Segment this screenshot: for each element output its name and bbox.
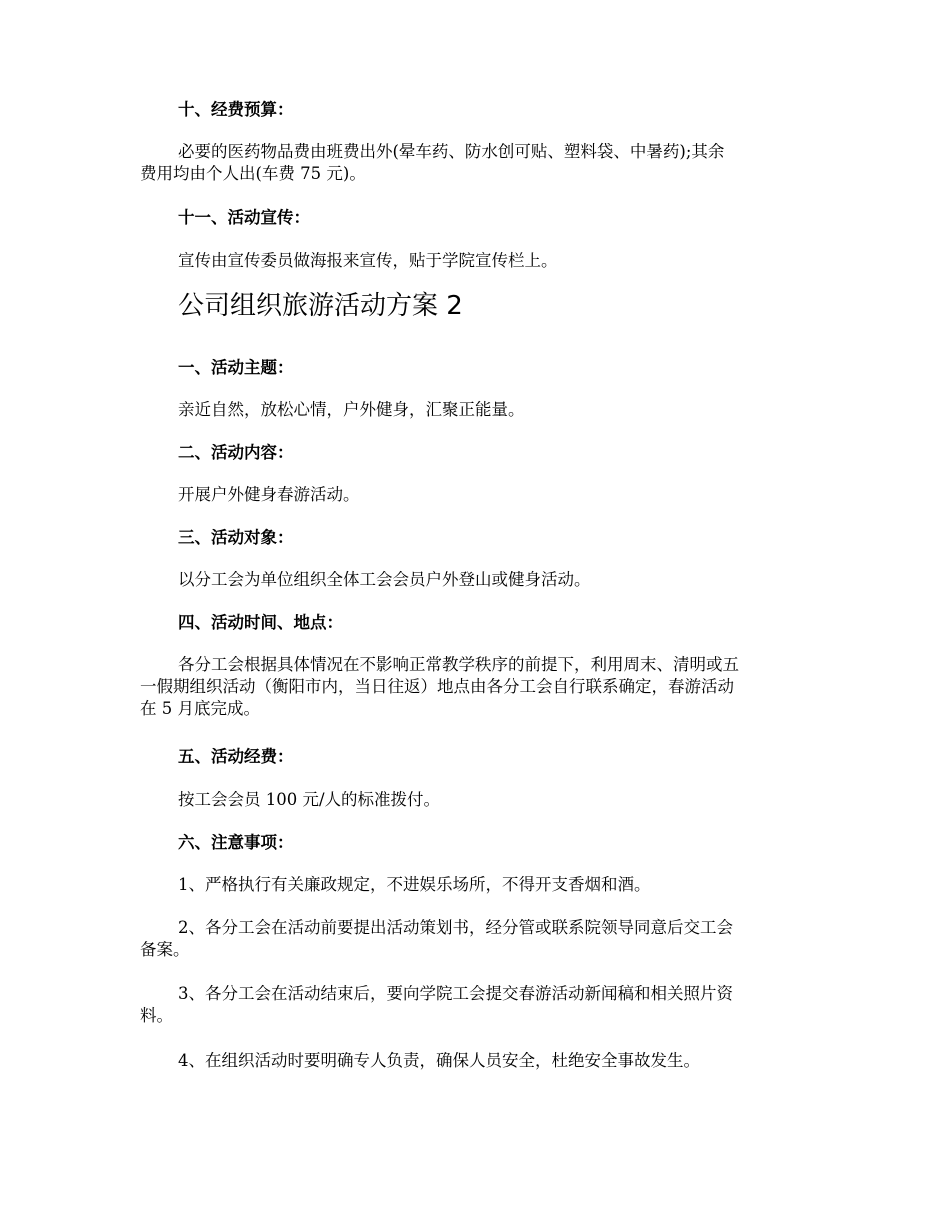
- time-line-3: 在 5 月底完成。: [140, 699, 260, 718]
- fund-heading: 五、活动经费：: [178, 747, 294, 766]
- document-title: 公司组织旅游活动方案 2: [178, 291, 463, 321]
- note-1: 1、严格执行有关廉政规定，不进娱乐场所，不得开支香烟和酒。: [178, 875, 651, 894]
- fund-paragraph: 按工会会员 100 元/人的标准拨付。: [178, 790, 441, 809]
- promo-paragraph: 宣传由宣传委员做海报来宣传，贴于学院宣传栏上。: [178, 251, 558, 270]
- note-4: 4、在组织活动时要明确专人负责，确保人员安全，杜绝安全事故发生。: [178, 1051, 700, 1070]
- time-paragraph: [140, 654, 812, 720]
- target-paragraph: 以分工会为单位组织全体工会会员户外登山或健身活动。: [178, 570, 591, 589]
- time-line-1: 各分工会根据具体情况在不影响正常教学秩序的前提下，利用周末、清明或五: [178, 655, 739, 674]
- note-2: [140, 917, 812, 961]
- budget-paragraph: [140, 141, 812, 185]
- time-line-2: 一假期组织活动（衡阳市内，当日往返）地点由各分工会自行联系确定，春游活动: [140, 677, 734, 696]
- budget-line-1: 必要的医药物品费由班费出外(晕车药、防水创可贴、塑料袋、中暑药);其余: [178, 142, 725, 161]
- note-3-line-2: 料。: [140, 1006, 173, 1025]
- budget-line-2: 费用均由个人出(车费 75 元)。: [140, 164, 366, 183]
- note-2-line-1: 2、各分工会在活动前要提出活动策划书，经分管或联系院领导同意后交工会: [178, 918, 733, 937]
- note-2-line-2: 备案。: [140, 940, 190, 959]
- target-heading: 三、活动对象：: [178, 528, 294, 547]
- time-heading: 四、活动时间、地点：: [178, 613, 343, 632]
- notes-heading: 六、注意事项：: [178, 833, 294, 852]
- promo-heading: 十一、活动宣传：: [178, 208, 310, 227]
- content-heading: 二、活动内容：: [178, 443, 294, 462]
- content-paragraph: 开展户外健身春游活动。: [178, 485, 360, 504]
- budget-heading: 十、经费预算：: [178, 100, 294, 119]
- note-3-line-1: 3、各分工会在活动结束后，要向学院工会提交春游活动新闻稿和相关照片资: [178, 984, 733, 1003]
- theme-paragraph: 亲近自然，放松心情，户外健身，汇聚正能量。: [178, 400, 525, 419]
- note-3: [140, 983, 812, 1027]
- theme-heading: 一、活动主题：: [178, 358, 294, 377]
